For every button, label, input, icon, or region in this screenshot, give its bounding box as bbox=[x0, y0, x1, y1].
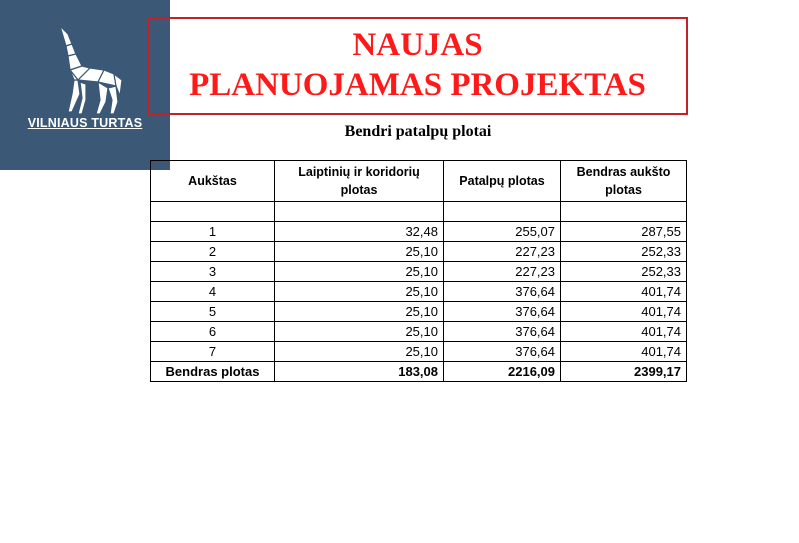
title-line-2: PLANUOJAMAS PROJEKTAS bbox=[189, 67, 646, 103]
cell-floor: 4 bbox=[151, 282, 275, 302]
header-floor-total: Bendras aukšto plotas bbox=[561, 161, 687, 202]
cell-premises: 376,64 bbox=[444, 322, 561, 342]
cell-floor: 7 bbox=[151, 342, 275, 362]
cell-total: 252,33 bbox=[561, 262, 687, 282]
table-row bbox=[151, 342, 687, 362]
cell-floor: 2 bbox=[151, 242, 275, 262]
cell-stairs: 25,10 bbox=[275, 242, 444, 262]
cell-stairs: 25,10 bbox=[275, 342, 444, 362]
wolf-icon bbox=[38, 22, 128, 114]
header-stairs-corridors: Laiptinių ir koridorių plotas bbox=[275, 161, 444, 202]
table-empty-row bbox=[151, 202, 687, 222]
table-row bbox=[151, 282, 687, 302]
cell-premises: 376,64 bbox=[444, 302, 561, 322]
cell-stairs: 25,10 bbox=[275, 282, 444, 302]
cell-total-stairs: 183,08 bbox=[275, 362, 444, 382]
cell-floor: 3 bbox=[151, 262, 275, 282]
table-row bbox=[151, 302, 687, 322]
table-row bbox=[151, 322, 687, 342]
cell-premises: 255,07 bbox=[444, 222, 561, 242]
header-floor: Aukštas bbox=[151, 161, 275, 202]
header-premises-area: Patalpų plotas bbox=[444, 161, 561, 202]
table-total-row bbox=[151, 362, 687, 382]
cell-total: 401,74 bbox=[561, 342, 687, 362]
cell-stairs: 25,10 bbox=[275, 302, 444, 322]
cell-total: 401,74 bbox=[561, 322, 687, 342]
cell-premises: 227,23 bbox=[444, 242, 561, 262]
logo-text: VILNIAUS TURTAS bbox=[27, 116, 143, 130]
cell-total: 287,55 bbox=[561, 222, 687, 242]
table-row bbox=[151, 222, 687, 242]
area-table bbox=[150, 160, 687, 382]
table-row bbox=[151, 242, 687, 262]
cell-premises: 376,64 bbox=[444, 342, 561, 362]
cell-stairs: 25,10 bbox=[275, 322, 444, 342]
table-header-row bbox=[151, 161, 687, 202]
cell-total: 252,33 bbox=[561, 242, 687, 262]
cell-total-label: Bendras plotas bbox=[151, 362, 275, 382]
cell-floor: 1 bbox=[151, 222, 275, 242]
cell-premises: 376,64 bbox=[444, 282, 561, 302]
title-line-1: NAUJAS bbox=[352, 27, 483, 63]
company-logo bbox=[0, 0, 170, 170]
cell-total: 401,74 bbox=[561, 282, 687, 302]
cell-stairs: 32,48 bbox=[275, 222, 444, 242]
cell-stairs: 25,10 bbox=[275, 262, 444, 282]
page-title-box bbox=[147, 17, 688, 115]
table-row bbox=[151, 262, 687, 282]
cell-floor: 6 bbox=[151, 322, 275, 342]
cell-total-overall: 2399,17 bbox=[561, 362, 687, 382]
cell-total-premises: 2216,09 bbox=[444, 362, 561, 382]
cell-total: 401,74 bbox=[561, 302, 687, 322]
cell-premises: 227,23 bbox=[444, 262, 561, 282]
cell-floor: 5 bbox=[151, 302, 275, 322]
table-subtitle: Bendri patalpų plotai bbox=[344, 123, 492, 140]
